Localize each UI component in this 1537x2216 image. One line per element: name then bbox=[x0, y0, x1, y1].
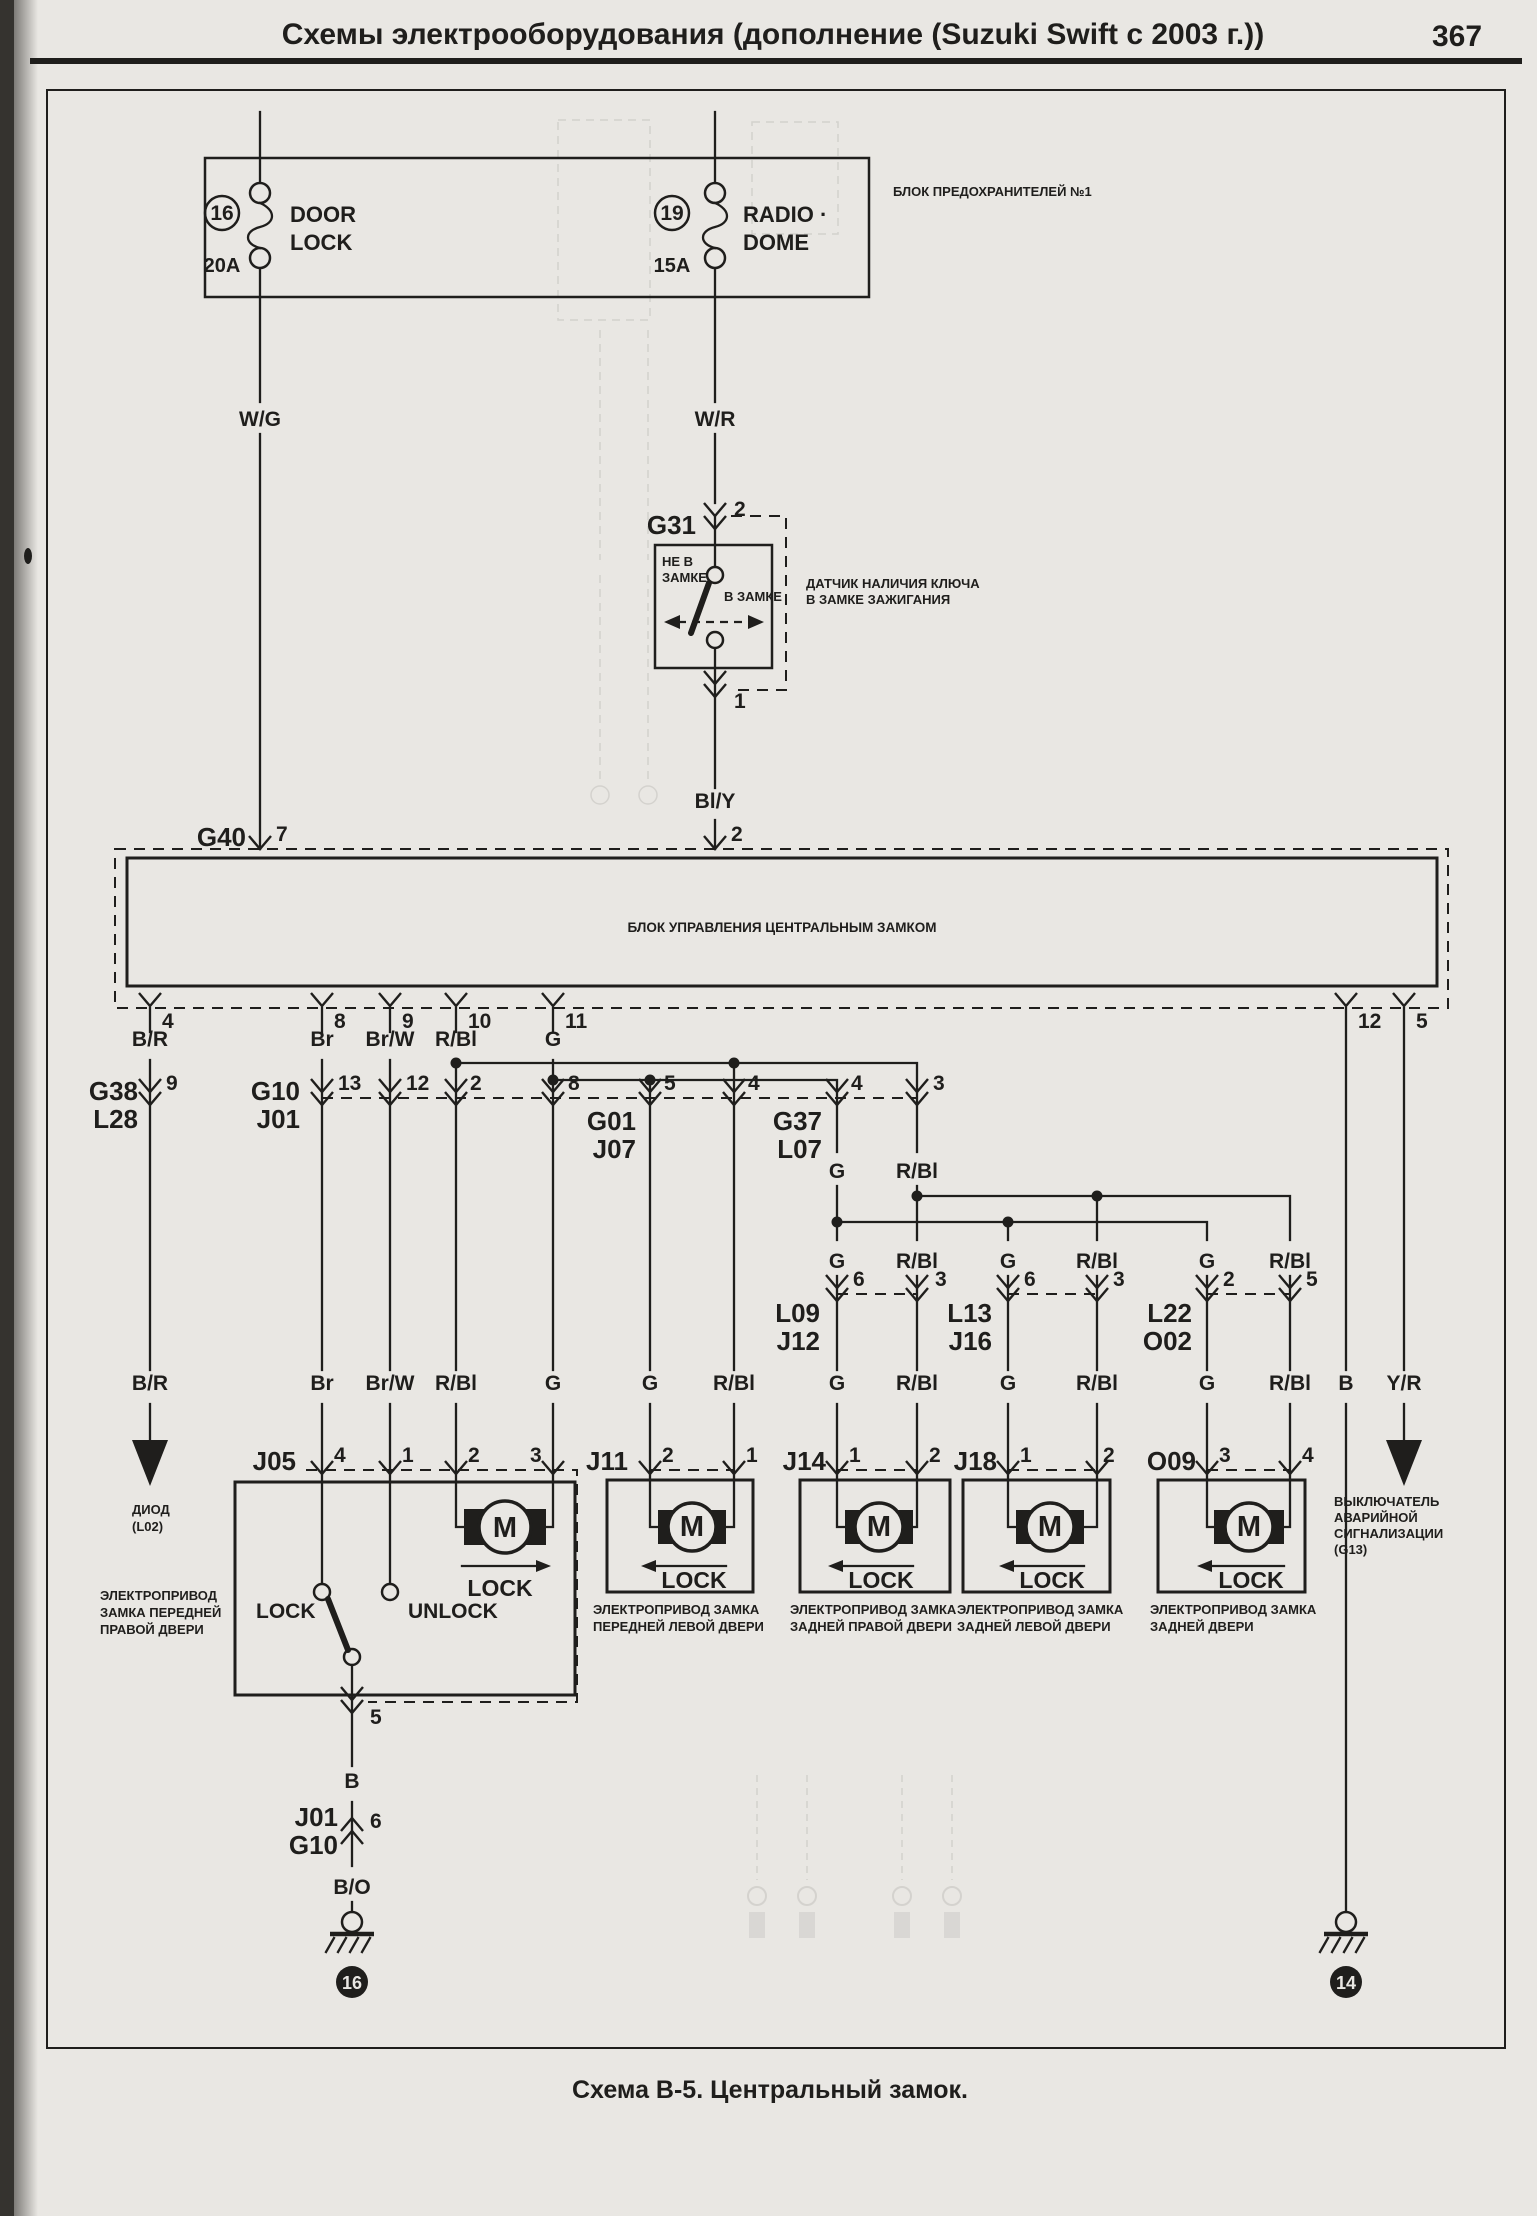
connector-name: L22 bbox=[1147, 1298, 1192, 1328]
g31-connector-name: G31 bbox=[646, 510, 696, 540]
wire-label-rbl: R/Bl bbox=[1269, 1372, 1311, 1395]
fuse-box-label: БЛОК ПРЕДОХРАНИТЕЛЕЙ №1 bbox=[893, 184, 1092, 199]
pin-number: 3 bbox=[935, 1268, 947, 1291]
pin-number: 2 bbox=[468, 1444, 480, 1467]
connector-name: G10 bbox=[288, 1830, 338, 1860]
fuse19-amps: 15A bbox=[653, 255, 691, 277]
key-sensor-label-line1: ДАТЧИК НАЛИЧИЯ КЛЮЧА bbox=[806, 576, 980, 591]
ecu-pin-10: 10 bbox=[468, 1010, 492, 1033]
connector-name: O02 bbox=[1142, 1326, 1192, 1356]
wire-label-yr: Y/R bbox=[1386, 1372, 1422, 1395]
wire-label-rbl: R/Bl bbox=[1269, 1250, 1311, 1273]
hazard-label-line: АВАРИЙНОЙ bbox=[1334, 1510, 1418, 1525]
binding-edge bbox=[0, 0, 14, 2216]
wire-label-g: G bbox=[544, 1372, 562, 1395]
wire-label-rbl: R/Bl bbox=[435, 1028, 477, 1051]
wire-label-g: G bbox=[828, 1250, 846, 1273]
diode-ref: (L02) bbox=[132, 1519, 164, 1534]
junction-dot bbox=[548, 1075, 559, 1086]
actuator-caption-line: ЗАДНЕЙ ЛЕВОЙ ДВЕРИ bbox=[957, 1619, 1111, 1634]
fuse16-amps: 20A bbox=[203, 255, 241, 277]
pin-number: 2 bbox=[662, 1444, 674, 1467]
motor-letter: M bbox=[492, 1512, 518, 1544]
wire-label-brn: Br bbox=[310, 1028, 334, 1051]
junction-dot bbox=[729, 1058, 740, 1069]
wire-label-rbl: R/Bl bbox=[1076, 1372, 1118, 1395]
g31-state-in: В ЗАМКЕ bbox=[724, 589, 782, 604]
motor-letter: M bbox=[679, 1511, 705, 1543]
pin-number: 9 bbox=[166, 1072, 178, 1095]
key-sensor-label-line2: В ЗАМКЕ ЗАЖИГАНИЯ bbox=[806, 592, 951, 607]
wire-label-rbl: R/Bl bbox=[435, 1372, 477, 1395]
wire-label-g: G bbox=[1198, 1372, 1216, 1395]
pin-number: 6 bbox=[853, 1268, 865, 1291]
junction-dot bbox=[912, 1191, 923, 1202]
junction-dot bbox=[1092, 1191, 1103, 1202]
pin-number: 1 bbox=[849, 1444, 861, 1467]
wire-label-g: G bbox=[828, 1372, 846, 1395]
ecu-pin-12: 12 bbox=[1358, 1010, 1382, 1033]
pin-number: 4 bbox=[334, 1444, 346, 1467]
fuse19-bottom-terminal bbox=[705, 248, 725, 268]
ecu-label: БЛОК УПРАВЛЕНИЯ ЦЕНТРАЛЬНЫМ ЗАМКОМ bbox=[627, 920, 937, 935]
fuse16-name-line1: DOOR bbox=[290, 202, 356, 227]
motor-letter: M bbox=[1037, 1511, 1063, 1543]
connector-name: J14 bbox=[782, 1446, 826, 1476]
wire-label-g: G bbox=[544, 1028, 562, 1051]
fuse16-top-terminal bbox=[250, 183, 270, 203]
g31-pin-top: 2 bbox=[734, 498, 746, 521]
connector-name: J01 bbox=[294, 1802, 338, 1832]
page-number: 367 bbox=[1431, 20, 1483, 53]
wire-label-g: G bbox=[999, 1250, 1017, 1273]
pin-number: 2 bbox=[929, 1444, 941, 1467]
fuse16-name-line2: LOCK bbox=[290, 230, 353, 255]
lock-direction-label: LOCK bbox=[467, 1575, 533, 1601]
connector-name: J07 bbox=[592, 1134, 636, 1164]
pin-number: 1 bbox=[746, 1444, 758, 1467]
header-rule bbox=[30, 58, 1522, 64]
connector-name: J18 bbox=[953, 1446, 997, 1476]
connector-name: J12 bbox=[776, 1326, 820, 1356]
ground-terminal-icon bbox=[1336, 1912, 1356, 1932]
fuse19-top-terminal bbox=[705, 183, 725, 203]
pin-number: 6 bbox=[370, 1810, 382, 1833]
pin-number: 3 bbox=[933, 1072, 945, 1095]
j05-unlock-contact bbox=[382, 1584, 398, 1600]
junction-dot bbox=[832, 1217, 843, 1228]
lock-direction-label: LOCK bbox=[848, 1567, 914, 1593]
ground-number: 14 bbox=[1335, 1973, 1357, 1993]
lock-direction-label: LOCK bbox=[1019, 1567, 1085, 1593]
connector-name: O09 bbox=[1146, 1446, 1196, 1476]
motor-letter: M bbox=[1236, 1511, 1262, 1543]
hazard-label-line: ВЫКЛЮЧАТЕЛЬ bbox=[1334, 1494, 1440, 1509]
g31-state-out-line2: ЗАМКЕ bbox=[662, 570, 707, 585]
pin-number: 3 bbox=[530, 1444, 542, 1467]
connector-name: G01 bbox=[586, 1106, 636, 1136]
ecu-pin-4: 4 bbox=[162, 1010, 174, 1033]
connector-name: J16 bbox=[948, 1326, 992, 1356]
connector-name: G38 bbox=[88, 1076, 138, 1106]
pin-number: 3 bbox=[1113, 1268, 1125, 1291]
wire-label-g: G bbox=[828, 1160, 846, 1183]
pin-number: 4 bbox=[851, 1072, 863, 1095]
connector-name: L13 bbox=[947, 1298, 992, 1328]
wire-label-wr: W/R bbox=[694, 408, 736, 431]
actuator-caption-line: ЗАДНЕЙ ПРАВОЙ ДВЕРИ bbox=[790, 1619, 953, 1634]
actuator-caption-line: ЗАМКА ПЕРЕДНЕЙ bbox=[100, 1605, 222, 1620]
connector-name: L07 bbox=[777, 1134, 822, 1164]
fuse19-number: 19 bbox=[660, 202, 684, 225]
wire-label-brn: Br bbox=[310, 1372, 334, 1395]
fuse19-name-line2: DOME bbox=[743, 230, 809, 255]
pin-number: 2 bbox=[1223, 1268, 1235, 1291]
wire-label-g: G bbox=[641, 1372, 659, 1395]
actuator-caption-line: ЭЛЕКТРОПРИВОД ЗАМКА bbox=[593, 1602, 760, 1617]
lock-direction-label: LOCK bbox=[661, 1567, 727, 1593]
hazard-label-line: (G13) bbox=[1334, 1542, 1368, 1557]
connector-name: G10 bbox=[250, 1076, 300, 1106]
connector-name: L28 bbox=[93, 1104, 138, 1134]
actuator-caption-line: ЭЛЕКТРОПРИВОД bbox=[100, 1588, 217, 1603]
pin-number: 5 bbox=[370, 1706, 382, 1729]
pin-number: 3 bbox=[1219, 1444, 1231, 1467]
g31-pin-bottom: 1 bbox=[734, 690, 746, 713]
pin-number: 6 bbox=[1024, 1268, 1036, 1291]
wire-label-g: G bbox=[999, 1372, 1017, 1395]
ground-number: 16 bbox=[341, 1973, 363, 1993]
ecu-pin-11: 11 bbox=[565, 1010, 588, 1033]
actuator-caption-line: ЭЛЕКТРОПРИВОД ЗАМКА bbox=[1150, 1602, 1317, 1617]
actuator-caption-line: ЭЛЕКТРОПРИВОД ЗАМКА bbox=[790, 1602, 957, 1617]
g31-bottom-contact bbox=[707, 632, 723, 648]
pin-number: 4 bbox=[1302, 1444, 1314, 1467]
scan-speck bbox=[24, 548, 32, 564]
junction-dot bbox=[451, 1058, 462, 1069]
actuator-caption-line: ЭЛЕКТРОПРИВОД ЗАМКА bbox=[957, 1602, 1124, 1617]
g40-pin-right: 2 bbox=[731, 823, 743, 846]
wire-label-rbl: R/Bl bbox=[896, 1372, 938, 1395]
wire-label-brw: Br/W bbox=[365, 1028, 415, 1051]
pin-number: 13 bbox=[338, 1072, 362, 1095]
figure-caption: Схема В-5. Центральный замок. bbox=[572, 2076, 968, 2104]
lock-direction-label: LOCK bbox=[1218, 1567, 1284, 1593]
fuse19-name-line1: RADIO · bbox=[743, 202, 828, 227]
motor-letter: M bbox=[866, 1511, 892, 1543]
wire-label-bly: Bl/Y bbox=[694, 790, 736, 813]
wire-label-g: G bbox=[1198, 1250, 1216, 1273]
actuator-caption-line: ПРАВОЙ ДВЕРИ bbox=[100, 1622, 204, 1637]
pin-number: 2 bbox=[470, 1072, 482, 1095]
g40-connector-name: G40 bbox=[196, 822, 246, 852]
pin-number: 1 bbox=[402, 1444, 414, 1467]
g31-state-out-line1: НЕ В bbox=[662, 554, 694, 569]
ecu-pin-5: 5 bbox=[1416, 1010, 1428, 1033]
page-title: Схемы электрооборудования (дополнение (Suzuki Swift с 2003 г.)) bbox=[281, 18, 1265, 51]
pin-number: 8 bbox=[568, 1072, 580, 1095]
pin-number: 5 bbox=[664, 1072, 676, 1095]
j05-lock-label: LOCK bbox=[256, 1600, 316, 1623]
wire-label-b: B bbox=[344, 1770, 360, 1793]
ecu-pin-9: 9 bbox=[402, 1010, 414, 1033]
wire-label-br: B/R bbox=[131, 1028, 169, 1051]
ecu-pin-8: 8 bbox=[334, 1010, 346, 1033]
wire-label-rbl: R/Bl bbox=[896, 1160, 938, 1183]
pin-number: 1 bbox=[1020, 1444, 1032, 1467]
pin-number: 12 bbox=[406, 1072, 430, 1095]
junction-dot bbox=[1003, 1217, 1014, 1228]
fuse16-bottom-terminal bbox=[250, 248, 270, 268]
junction-dot bbox=[645, 1075, 656, 1086]
connector-name: J01 bbox=[256, 1104, 300, 1134]
actuator-caption-line: ПЕРЕДНЕЙ ЛЕВОЙ ДВЕРИ bbox=[593, 1619, 764, 1634]
connector-name: L09 bbox=[775, 1298, 820, 1328]
wire-label-rbl: R/Bl bbox=[713, 1372, 755, 1395]
pin-number: 5 bbox=[1306, 1268, 1318, 1291]
binding-shadow bbox=[14, 0, 38, 2216]
pin-number: 2 bbox=[1103, 1444, 1115, 1467]
actuator-caption-line: ЗАДНЕЙ ДВЕРИ bbox=[1150, 1619, 1254, 1634]
wire-label-bo: B/O bbox=[333, 1876, 371, 1899]
g40-pin-left: 7 bbox=[276, 823, 288, 846]
wire-label-wg: W/G bbox=[239, 408, 281, 431]
wire-label-rbl: R/Bl bbox=[896, 1250, 938, 1273]
j05-unlock-label: UNLOCK bbox=[408, 1600, 498, 1623]
connector-name: J05 bbox=[252, 1446, 296, 1476]
ground-terminal-icon bbox=[342, 1912, 362, 1932]
hazard-label-line: СИГНАЛИЗАЦИИ bbox=[1334, 1526, 1444, 1541]
wire-label-br: B/R bbox=[131, 1372, 169, 1395]
connector-name: J11 bbox=[586, 1446, 628, 1476]
wire-label-b: B bbox=[1338, 1372, 1354, 1395]
pin-number: 4 bbox=[748, 1072, 760, 1095]
wire-label-rbl: R/Bl bbox=[1076, 1250, 1118, 1273]
fuse16-number: 16 bbox=[210, 202, 234, 225]
wire-label-brw: Br/W bbox=[365, 1372, 415, 1395]
connector-name: G37 bbox=[772, 1106, 822, 1136]
diode-label: ДИОД bbox=[132, 1502, 170, 1517]
